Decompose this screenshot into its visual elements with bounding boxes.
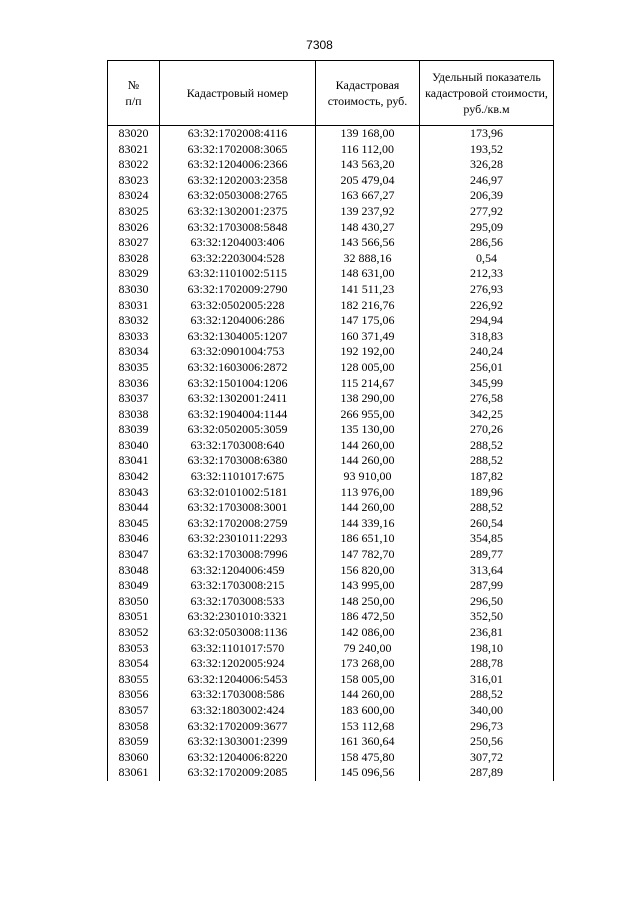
cadastral-value-cell: 139 168,00 bbox=[316, 126, 420, 142]
table-row bbox=[108, 360, 554, 376]
unit-value-cell: 193,52 bbox=[420, 142, 554, 158]
table-row bbox=[108, 594, 554, 610]
table-row bbox=[108, 188, 554, 204]
cadastral-value-cell: 139 237,92 bbox=[316, 204, 420, 220]
row-number-cell: 83051 bbox=[108, 609, 160, 625]
cadastral-number-cell: 63:32:1204006:8220 bbox=[160, 750, 316, 766]
cadastral-value-cell: 144 260,00 bbox=[316, 438, 420, 454]
cadastral-number-cell: 63:32:1101002:5115 bbox=[160, 266, 316, 282]
cadastral-value-cell: 116 112,00 bbox=[316, 142, 420, 158]
table-row bbox=[108, 547, 554, 563]
unit-value-cell: 276,58 bbox=[420, 391, 554, 407]
cadastral-number-cell: 63:32:1703008:533 bbox=[160, 594, 316, 610]
header-cadastral-number: Кадастровый номер bbox=[160, 61, 316, 126]
unit-value-cell: 296,50 bbox=[420, 594, 554, 610]
row-number-cell: 83061 bbox=[108, 765, 160, 781]
table-row bbox=[108, 750, 554, 766]
cadastral-value-cell: 153 112,68 bbox=[316, 719, 420, 735]
cadastral-value-cell: 79 240,00 bbox=[316, 641, 420, 657]
cadastral-number-cell: 63:32:1101017:570 bbox=[160, 641, 316, 657]
cadastral-number-cell: 63:32:1501004:1206 bbox=[160, 376, 316, 392]
table-row bbox=[108, 407, 554, 423]
unit-value-cell: 318,83 bbox=[420, 329, 554, 345]
row-number-cell: 83034 bbox=[108, 344, 160, 360]
cadastral-number-cell: 63:32:1204006:5453 bbox=[160, 672, 316, 688]
table-row bbox=[108, 282, 554, 298]
unit-value-cell: 270,26 bbox=[420, 422, 554, 438]
table-row bbox=[108, 142, 554, 158]
row-number-cell: 83037 bbox=[108, 391, 160, 407]
cadastral-number-cell: 63:32:0502005:3059 bbox=[160, 422, 316, 438]
row-number-cell: 83060 bbox=[108, 750, 160, 766]
cadastral-number-cell: 63:32:1202003:2358 bbox=[160, 173, 316, 189]
table-row bbox=[108, 563, 554, 579]
row-number-cell: 83033 bbox=[108, 329, 160, 345]
table-body bbox=[108, 126, 554, 781]
cadastral-value-cell: 93 910,00 bbox=[316, 469, 420, 485]
cadastral-number-cell: 63:32:1703008:5848 bbox=[160, 220, 316, 236]
cadastral-number-cell: 63:32:1101017:675 bbox=[160, 469, 316, 485]
cadastral-value-cell: 144 260,00 bbox=[316, 453, 420, 469]
table-row bbox=[108, 266, 554, 282]
table-header-row bbox=[108, 61, 554, 126]
cadastral-number-cell: 63:32:1304005:1207 bbox=[160, 329, 316, 345]
cadastral-number-cell: 63:32:2203004:528 bbox=[160, 251, 316, 267]
unit-value-cell: 0,54 bbox=[420, 251, 554, 267]
row-number-cell: 83058 bbox=[108, 719, 160, 735]
cadastral-value-table bbox=[107, 60, 554, 781]
cadastral-number-cell: 63:32:1702009:2790 bbox=[160, 282, 316, 298]
row-number-cell: 83026 bbox=[108, 220, 160, 236]
row-number-cell: 83044 bbox=[108, 500, 160, 516]
unit-value-cell: 295,09 bbox=[420, 220, 554, 236]
table-row bbox=[108, 703, 554, 719]
cadastral-number-cell: 63:32:1702009:3677 bbox=[160, 719, 316, 735]
unit-value-cell: 296,73 bbox=[420, 719, 554, 735]
table-row bbox=[108, 204, 554, 220]
unit-value-cell: 187,82 bbox=[420, 469, 554, 485]
unit-value-cell: 240,24 bbox=[420, 344, 554, 360]
cadastral-value-cell: 143 995,00 bbox=[316, 578, 420, 594]
table-row bbox=[108, 765, 554, 781]
cadastral-value-cell: 113 976,00 bbox=[316, 485, 420, 501]
cadastral-number-cell: 63:32:0101002:5181 bbox=[160, 485, 316, 501]
cadastral-number-cell: 63:32:1702009:2085 bbox=[160, 765, 316, 781]
cadastral-value-cell: 156 820,00 bbox=[316, 563, 420, 579]
unit-value-cell: 288,78 bbox=[420, 656, 554, 672]
cadastral-number-cell: 63:32:0901004:753 bbox=[160, 344, 316, 360]
cadastral-number-cell: 63:32:1204006:2366 bbox=[160, 157, 316, 173]
unit-value-cell: 246,97 bbox=[420, 173, 554, 189]
unit-value-cell: 206,39 bbox=[420, 188, 554, 204]
cadastral-value-cell: 147 782,70 bbox=[316, 547, 420, 563]
table-row bbox=[108, 578, 554, 594]
unit-value-cell: 288,52 bbox=[420, 500, 554, 516]
table-row bbox=[108, 500, 554, 516]
cadastral-value-cell: 160 371,49 bbox=[316, 329, 420, 345]
cadastral-number-cell: 63:32:1703008:6380 bbox=[160, 453, 316, 469]
cadastral-number-cell: 63:32:1703008:7996 bbox=[160, 547, 316, 563]
row-number-cell: 83021 bbox=[108, 142, 160, 158]
cadastral-value-cell: 148 430,27 bbox=[316, 220, 420, 236]
unit-value-cell: 198,10 bbox=[420, 641, 554, 657]
table-row bbox=[108, 298, 554, 314]
cadastral-value-cell: 144 260,00 bbox=[316, 687, 420, 703]
cadastral-value-cell: 186 651,10 bbox=[316, 531, 420, 547]
row-number-cell: 83029 bbox=[108, 266, 160, 282]
page-number: 7308 bbox=[306, 38, 333, 52]
unit-value-cell: 226,92 bbox=[420, 298, 554, 314]
unit-value-cell: 352,50 bbox=[420, 609, 554, 625]
cadastral-value-cell: 147 175,06 bbox=[316, 313, 420, 329]
cadastral-value-cell: 173 268,00 bbox=[316, 656, 420, 672]
table-row bbox=[108, 313, 554, 329]
cadastral-value-cell: 158 475,80 bbox=[316, 750, 420, 766]
row-number-cell: 83025 bbox=[108, 204, 160, 220]
header-unit-value: Удельный показатель кадастровой стоимости, руб./кв.м bbox=[420, 61, 554, 126]
row-number-cell: 83039 bbox=[108, 422, 160, 438]
row-number-cell: 83052 bbox=[108, 625, 160, 641]
row-number-cell: 83031 bbox=[108, 298, 160, 314]
cadastral-value-cell: 128 005,00 bbox=[316, 360, 420, 376]
header-row-number: № п/п bbox=[108, 61, 160, 126]
table-row bbox=[108, 734, 554, 750]
row-number-cell: 83049 bbox=[108, 578, 160, 594]
row-number-cell: 83030 bbox=[108, 282, 160, 298]
cadastral-value-cell: 32 888,16 bbox=[316, 251, 420, 267]
table-row bbox=[108, 453, 554, 469]
unit-value-cell: 288,52 bbox=[420, 438, 554, 454]
unit-value-cell: 354,85 bbox=[420, 531, 554, 547]
row-number-cell: 83056 bbox=[108, 687, 160, 703]
row-number-cell: 83036 bbox=[108, 376, 160, 392]
row-number-cell: 83020 bbox=[108, 126, 160, 142]
table-row bbox=[108, 344, 554, 360]
unit-value-cell: 289,77 bbox=[420, 547, 554, 563]
table-row bbox=[108, 625, 554, 641]
cadastral-number-cell: 63:32:1703008:586 bbox=[160, 687, 316, 703]
unit-value-cell: 256,01 bbox=[420, 360, 554, 376]
cadastral-number-cell: 63:32:1302001:2375 bbox=[160, 204, 316, 220]
row-number-cell: 83042 bbox=[108, 469, 160, 485]
table-row bbox=[108, 485, 554, 501]
row-number-cell: 83045 bbox=[108, 516, 160, 532]
table-row bbox=[108, 531, 554, 547]
unit-value-cell: 313,64 bbox=[420, 563, 554, 579]
row-number-cell: 83059 bbox=[108, 734, 160, 750]
cadastral-value-cell: 115 214,67 bbox=[316, 376, 420, 392]
cadastral-value-cell: 266 955,00 bbox=[316, 407, 420, 423]
cadastral-value-cell: 141 511,23 bbox=[316, 282, 420, 298]
row-number-cell: 83028 bbox=[108, 251, 160, 267]
cadastral-value-cell: 192 192,00 bbox=[316, 344, 420, 360]
unit-value-cell: 307,72 bbox=[420, 750, 554, 766]
table-row bbox=[108, 126, 554, 142]
table-row bbox=[108, 672, 554, 688]
header-cadastral-value: Кадастровая стоимость, руб. bbox=[316, 61, 420, 126]
cadastral-number-cell: 63:32:1204003:406 bbox=[160, 235, 316, 251]
cadastral-number-cell: 63:32:1603006:2872 bbox=[160, 360, 316, 376]
unit-value-cell: 189,96 bbox=[420, 485, 554, 501]
row-number-cell: 83022 bbox=[108, 157, 160, 173]
row-number-cell: 83027 bbox=[108, 235, 160, 251]
table-row bbox=[108, 687, 554, 703]
cadastral-value-cell: 182 216,76 bbox=[316, 298, 420, 314]
row-number-cell: 83043 bbox=[108, 485, 160, 501]
table-row bbox=[108, 329, 554, 345]
unit-value-cell: 212,33 bbox=[420, 266, 554, 282]
table-row bbox=[108, 391, 554, 407]
cadastral-number-cell: 63:32:0503008:1136 bbox=[160, 625, 316, 641]
cadastral-number-cell: 63:32:0502005:228 bbox=[160, 298, 316, 314]
row-number-cell: 83040 bbox=[108, 438, 160, 454]
table-row bbox=[108, 516, 554, 532]
cadastral-value-cell: 158 005,00 bbox=[316, 672, 420, 688]
cadastral-value-cell: 144 260,00 bbox=[316, 500, 420, 516]
cadastral-number-cell: 63:32:1904004:1144 bbox=[160, 407, 316, 423]
table-row bbox=[108, 157, 554, 173]
row-number-cell: 83038 bbox=[108, 407, 160, 423]
row-number-cell: 83053 bbox=[108, 641, 160, 657]
table-row bbox=[108, 235, 554, 251]
unit-value-cell: 294,94 bbox=[420, 313, 554, 329]
cadastral-value-cell: 148 250,00 bbox=[316, 594, 420, 610]
cadastral-value-cell: 161 360,64 bbox=[316, 734, 420, 750]
cadastral-value-cell: 145 096,56 bbox=[316, 765, 420, 781]
unit-value-cell: 288,52 bbox=[420, 453, 554, 469]
unit-value-cell: 326,28 bbox=[420, 157, 554, 173]
cadastral-number-cell: 63:32:1204006:459 bbox=[160, 563, 316, 579]
cadastral-value-cell: 183 600,00 bbox=[316, 703, 420, 719]
cadastral-number-cell: 63:32:1703008:215 bbox=[160, 578, 316, 594]
row-number-cell: 83032 bbox=[108, 313, 160, 329]
cadastral-value-cell: 142 086,00 bbox=[316, 625, 420, 641]
table-row bbox=[108, 469, 554, 485]
unit-value-cell: 345,99 bbox=[420, 376, 554, 392]
unit-value-cell: 250,56 bbox=[420, 734, 554, 750]
table-row bbox=[108, 220, 554, 236]
row-number-cell: 83041 bbox=[108, 453, 160, 469]
cadastral-value-cell: 186 472,50 bbox=[316, 609, 420, 625]
unit-value-cell: 236,81 bbox=[420, 625, 554, 641]
unit-value-cell: 316,01 bbox=[420, 672, 554, 688]
cadastral-value-cell: 143 566,56 bbox=[316, 235, 420, 251]
cadastral-number-cell: 63:32:1303001:2399 bbox=[160, 734, 316, 750]
table-row bbox=[108, 251, 554, 267]
unit-value-cell: 342,25 bbox=[420, 407, 554, 423]
row-number-cell: 83050 bbox=[108, 594, 160, 610]
unit-value-cell: 260,54 bbox=[420, 516, 554, 532]
cadastral-number-cell: 63:32:1703008:640 bbox=[160, 438, 316, 454]
cadastral-number-cell: 63:32:1202005:924 bbox=[160, 656, 316, 672]
cadastral-number-cell: 63:32:1702008:4116 bbox=[160, 126, 316, 142]
table-row bbox=[108, 173, 554, 189]
unit-value-cell: 277,92 bbox=[420, 204, 554, 220]
cadastral-value-cell: 163 667,27 bbox=[316, 188, 420, 204]
cadastral-value-cell: 144 339,16 bbox=[316, 516, 420, 532]
cadastral-value-cell: 138 290,00 bbox=[316, 391, 420, 407]
row-number-cell: 83024 bbox=[108, 188, 160, 204]
cadastral-number-cell: 63:32:1803002:424 bbox=[160, 703, 316, 719]
cadastral-number-cell: 63:32:1702008:3065 bbox=[160, 142, 316, 158]
row-number-cell: 83048 bbox=[108, 563, 160, 579]
row-number-cell: 83023 bbox=[108, 173, 160, 189]
table-row bbox=[108, 719, 554, 735]
cadastral-number-cell: 63:32:2301010:3321 bbox=[160, 609, 316, 625]
table-row bbox=[108, 376, 554, 392]
cadastral-number-cell: 63:32:0503008:2765 bbox=[160, 188, 316, 204]
row-number-cell: 83047 bbox=[108, 547, 160, 563]
cadastral-number-cell: 63:32:1204006:286 bbox=[160, 313, 316, 329]
table-row bbox=[108, 422, 554, 438]
row-number-cell: 83055 bbox=[108, 672, 160, 688]
cadastral-number-cell: 63:32:1702008:2759 bbox=[160, 516, 316, 532]
unit-value-cell: 287,89 bbox=[420, 765, 554, 781]
row-number-cell: 83035 bbox=[108, 360, 160, 376]
row-number-cell: 83046 bbox=[108, 531, 160, 547]
table-row bbox=[108, 438, 554, 454]
cadastral-value-cell: 148 631,00 bbox=[316, 266, 420, 282]
cadastral-value-cell: 135 130,00 bbox=[316, 422, 420, 438]
unit-value-cell: 173,96 bbox=[420, 126, 554, 142]
cadastral-number-cell: 63:32:1302001:2411 bbox=[160, 391, 316, 407]
unit-value-cell: 287,99 bbox=[420, 578, 554, 594]
table-row bbox=[108, 641, 554, 657]
cadastral-number-cell: 63:32:2301011:2293 bbox=[160, 531, 316, 547]
table-row bbox=[108, 656, 554, 672]
table-row bbox=[108, 609, 554, 625]
cadastral-value-cell: 205 479,04 bbox=[316, 173, 420, 189]
row-number-cell: 83054 bbox=[108, 656, 160, 672]
cadastral-value-cell: 143 563,20 bbox=[316, 157, 420, 173]
unit-value-cell: 286,56 bbox=[420, 235, 554, 251]
unit-value-cell: 340,00 bbox=[420, 703, 554, 719]
unit-value-cell: 288,52 bbox=[420, 687, 554, 703]
cadastral-number-cell: 63:32:1703008:3001 bbox=[160, 500, 316, 516]
unit-value-cell: 276,93 bbox=[420, 282, 554, 298]
row-number-cell: 83057 bbox=[108, 703, 160, 719]
